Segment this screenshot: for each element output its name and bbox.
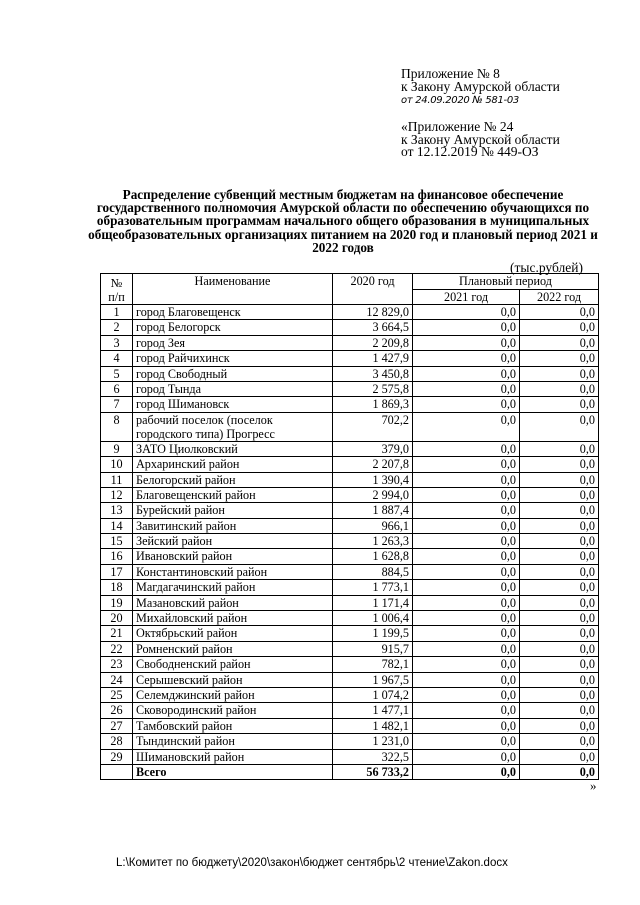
- value-2021: 0,0: [413, 518, 520, 533]
- value-2020: 379,0: [333, 441, 413, 456]
- row-number: 8: [101, 412, 133, 441]
- value-2021: 0,0: [413, 580, 520, 595]
- value-2021: 0,0: [413, 305, 520, 320]
- row-number: 6: [101, 381, 133, 396]
- row-number: 24: [101, 672, 133, 687]
- value-2022: 0,0: [520, 381, 599, 396]
- value-2021: 0,0: [413, 718, 520, 733]
- value-2022: 0,0: [520, 320, 599, 335]
- value-2020: 322,5: [333, 749, 413, 764]
- row-number: 26: [101, 703, 133, 718]
- table-row: [101, 351, 599, 366]
- value-2021: 0,0: [413, 749, 520, 764]
- table-row: [101, 718, 599, 733]
- total-2020: 56 733,2: [333, 764, 413, 779]
- value-2022: 0,0: [520, 487, 599, 502]
- value-2020: 1 869,3: [333, 397, 413, 412]
- value-2020: 915,7: [333, 641, 413, 656]
- value-2021: 0,0: [413, 335, 520, 350]
- value-2022: 0,0: [520, 657, 599, 672]
- total-label: Всего: [133, 764, 333, 779]
- value-2020: 3 450,8: [333, 366, 413, 381]
- municipality-name: Магдагачинский район: [133, 580, 333, 595]
- municipality-name: Ромненский район: [133, 641, 333, 656]
- value-2020: 1 199,5: [333, 626, 413, 641]
- value-2021: 0,0: [413, 641, 520, 656]
- col-2022-header: 2022 год: [520, 289, 599, 305]
- value-2022: 0,0: [520, 595, 599, 610]
- municipality-name: Белогорский район: [133, 472, 333, 487]
- prev-law-date: от 12.12.2019 № 449-ОЗ: [401, 144, 539, 159]
- value-2022: 0,0: [520, 397, 599, 412]
- value-2020: 1 477,1: [333, 703, 413, 718]
- municipality-name: Селемджинский район: [133, 687, 333, 702]
- value-2021: 0,0: [413, 534, 520, 549]
- municipality-name: Завитинский район: [133, 518, 333, 533]
- value-2020: 1 967,5: [333, 672, 413, 687]
- value-2022: 0,0: [520, 641, 599, 656]
- row-number: 22: [101, 641, 133, 656]
- table-row: [101, 595, 599, 610]
- table-row: [101, 472, 599, 487]
- municipality-name: Серышевский район: [133, 672, 333, 687]
- prev-law-reference: к Закону Амурской области: [401, 131, 560, 147]
- value-2020: 1 006,4: [333, 611, 413, 626]
- table-row: [101, 687, 599, 702]
- value-2022: 0,0: [520, 441, 599, 456]
- value-2020: 1 628,8: [333, 549, 413, 564]
- appendix-number: Приложение № 8: [401, 66, 500, 81]
- municipality-name: рабочий поселок (поселок городского типа) Прогресс: [133, 412, 333, 441]
- value-2021: 0,0: [413, 595, 520, 610]
- value-2021: 0,0: [413, 351, 520, 366]
- value-2021: 0,0: [413, 397, 520, 412]
- row-number: 5: [101, 366, 133, 381]
- value-2021: 0,0: [413, 472, 520, 487]
- table-row: [101, 564, 599, 579]
- value-2020: 2 207,8: [333, 457, 413, 472]
- value-2020: 966,1: [333, 518, 413, 533]
- value-2022: 0,0: [520, 626, 599, 641]
- value-2021: 0,0: [413, 366, 520, 381]
- value-2022: 0,0: [520, 718, 599, 733]
- table-row: [101, 672, 599, 687]
- units-label: (тыс.рублей): [510, 260, 583, 275]
- table-row: [101, 534, 599, 549]
- row-number: 11: [101, 472, 133, 487]
- value-2020: 2 209,8: [333, 335, 413, 350]
- municipality-name: Мазановский район: [133, 595, 333, 610]
- value-2021: 0,0: [413, 626, 520, 641]
- row-number: 9: [101, 441, 133, 456]
- row-number: 14: [101, 518, 133, 533]
- closing-quote: »: [590, 778, 597, 793]
- municipality-name: Свободненский район: [133, 657, 333, 672]
- total-2022: 0,0: [520, 764, 599, 779]
- municipality-name: Архаринский район: [133, 457, 333, 472]
- municipality-name: город Зея: [133, 335, 333, 350]
- table-row: [101, 487, 599, 502]
- value-2021: 0,0: [413, 657, 520, 672]
- value-2020: 1 263,3: [333, 534, 413, 549]
- row-number: 21: [101, 626, 133, 641]
- table-row: [101, 320, 599, 335]
- value-2021: 0,0: [413, 412, 520, 441]
- municipality-name: Ивановский район: [133, 549, 333, 564]
- table-row: [101, 305, 599, 320]
- row-number: 16: [101, 549, 133, 564]
- value-2020: 1 427,9: [333, 351, 413, 366]
- municipality-name: Шимановский район: [133, 749, 333, 764]
- value-2021: 0,0: [413, 457, 520, 472]
- total-row: [101, 764, 599, 779]
- total-number: [101, 764, 133, 779]
- value-2022: 0,0: [520, 503, 599, 518]
- value-2021: 0,0: [413, 703, 520, 718]
- document-title: Распределение субвенций местным бюджетам на финансовое обеспечение государственного полномочия Амурской области по обеспечению обучающихся по образовательным программам начального общего образования в муниципальных общеобразовательных организациях питанием на 2020 год и плановый период 2021 и 2022 годов: [88, 187, 598, 255]
- row-number: 20: [101, 611, 133, 626]
- municipality-name: город Белогорск: [133, 320, 333, 335]
- row-number: 28: [101, 734, 133, 749]
- value-2021: 0,0: [413, 487, 520, 502]
- table-row: [101, 503, 599, 518]
- value-2021: 0,0: [413, 320, 520, 335]
- municipality-name: город Свободный: [133, 366, 333, 381]
- value-2021: 0,0: [413, 672, 520, 687]
- col-name-header: Наименование: [133, 274, 333, 305]
- value-2022: 0,0: [520, 534, 599, 549]
- value-2022: 0,0: [520, 580, 599, 595]
- table-row: [101, 335, 599, 350]
- municipality-name: ЗАТО Циолковский: [133, 441, 333, 456]
- value-2022: 0,0: [520, 749, 599, 764]
- table-row: [101, 641, 599, 656]
- table-row: [101, 381, 599, 396]
- municipality-name: Михайловский район: [133, 611, 333, 626]
- row-number: 10: [101, 457, 133, 472]
- value-2020: 2 575,8: [333, 381, 413, 396]
- row-number: 13: [101, 503, 133, 518]
- table-row: [101, 518, 599, 533]
- col-2020-header: 2020 год: [333, 274, 413, 305]
- municipality-name: Бурейский район: [133, 503, 333, 518]
- table-row: [101, 397, 599, 412]
- col-number-header: № п/п: [101, 274, 133, 305]
- value-2021: 0,0: [413, 549, 520, 564]
- table-row: [101, 657, 599, 672]
- table-row: [101, 412, 599, 441]
- value-2020: 1 171,4: [333, 595, 413, 610]
- value-2020: 884,5: [333, 564, 413, 579]
- value-2020: 1 887,4: [333, 503, 413, 518]
- value-2022: 0,0: [520, 687, 599, 702]
- row-number: 12: [101, 487, 133, 502]
- law-date: от 24.09.2020 № 581-03: [401, 95, 519, 106]
- value-2022: 0,0: [520, 457, 599, 472]
- municipality-name: город Тында: [133, 381, 333, 396]
- value-2022: 0,0: [520, 412, 599, 441]
- municipality-name: Зейский район: [133, 534, 333, 549]
- row-number: 25: [101, 687, 133, 702]
- row-number: 3: [101, 335, 133, 350]
- value-2020: 1 074,2: [333, 687, 413, 702]
- prev-appendix-number: «Приложение № 24: [401, 119, 514, 134]
- value-2020: 1 231,0: [333, 734, 413, 749]
- document-header: [401, 68, 560, 108]
- row-number: 23: [101, 657, 133, 672]
- value-2022: 0,0: [520, 305, 599, 320]
- row-number: 18: [101, 580, 133, 595]
- value-2020: 1 773,1: [333, 580, 413, 595]
- value-2020: 782,1: [333, 657, 413, 672]
- table-row: [101, 549, 599, 564]
- value-2022: 0,0: [520, 518, 599, 533]
- municipality-name: город Благовещенск: [133, 305, 333, 320]
- value-2021: 0,0: [413, 734, 520, 749]
- municipality-name: город Шимановск: [133, 397, 333, 412]
- table-row: [101, 611, 599, 626]
- value-2022: 0,0: [520, 564, 599, 579]
- value-2020: 1 482,1: [333, 718, 413, 733]
- row-number: 7: [101, 397, 133, 412]
- row-number: 15: [101, 534, 133, 549]
- municipality-name: город Райчихинск: [133, 351, 333, 366]
- row-number: 19: [101, 595, 133, 610]
- row-number: 27: [101, 718, 133, 733]
- row-number: 4: [101, 351, 133, 366]
- subsidy-table: [100, 273, 599, 780]
- value-2022: 0,0: [520, 703, 599, 718]
- table-row: [101, 366, 599, 381]
- value-2021: 0,0: [413, 611, 520, 626]
- value-2020: 3 664,5: [333, 320, 413, 335]
- municipality-name: Тындинский район: [133, 734, 333, 749]
- table-row: [101, 749, 599, 764]
- value-2021: 0,0: [413, 564, 520, 579]
- table-row: [101, 580, 599, 595]
- row-number: 17: [101, 564, 133, 579]
- table-row: [101, 457, 599, 472]
- value-2022: 0,0: [520, 472, 599, 487]
- table-row: [101, 626, 599, 641]
- value-2022: 0,0: [520, 611, 599, 626]
- municipality-name: Октябрьский район: [133, 626, 333, 641]
- row-number: 2: [101, 320, 133, 335]
- table-row: [101, 703, 599, 718]
- value-2020: 1 390,4: [333, 472, 413, 487]
- value-2022: 0,0: [520, 351, 599, 366]
- municipality-name: Тамбовский район: [133, 718, 333, 733]
- previous-header: [401, 121, 560, 159]
- total-2021: 0,0: [413, 764, 520, 779]
- value-2021: 0,0: [413, 441, 520, 456]
- table-row: [101, 441, 599, 456]
- file-path-footer: L:\Комитет по бюджету\2020\закон\бюджет сентябрь\2 чтение\Zakon.docx: [116, 857, 508, 869]
- value-2022: 0,0: [520, 335, 599, 350]
- value-2022: 0,0: [520, 366, 599, 381]
- col-plan-header: Плановый период: [413, 274, 599, 290]
- municipality-name: Благовещенский район: [133, 487, 333, 502]
- value-2022: 0,0: [520, 549, 599, 564]
- municipality-name: Сковородинский район: [133, 703, 333, 718]
- value-2020: 2 994,0: [333, 487, 413, 502]
- value-2020: 702,2: [333, 412, 413, 441]
- row-number: 29: [101, 749, 133, 764]
- value-2021: 0,0: [413, 687, 520, 702]
- value-2021: 0,0: [413, 381, 520, 396]
- law-reference: к Закону Амурской области: [401, 78, 560, 94]
- col-2021-header: 2021 год: [413, 289, 520, 305]
- row-number: 1: [101, 305, 133, 320]
- value-2021: 0,0: [413, 503, 520, 518]
- value-2022: 0,0: [520, 672, 599, 687]
- municipality-name: Константиновский район: [133, 564, 333, 579]
- value-2022: 0,0: [520, 734, 599, 749]
- value-2020: 12 829,0: [333, 305, 413, 320]
- table-row: [101, 734, 599, 749]
